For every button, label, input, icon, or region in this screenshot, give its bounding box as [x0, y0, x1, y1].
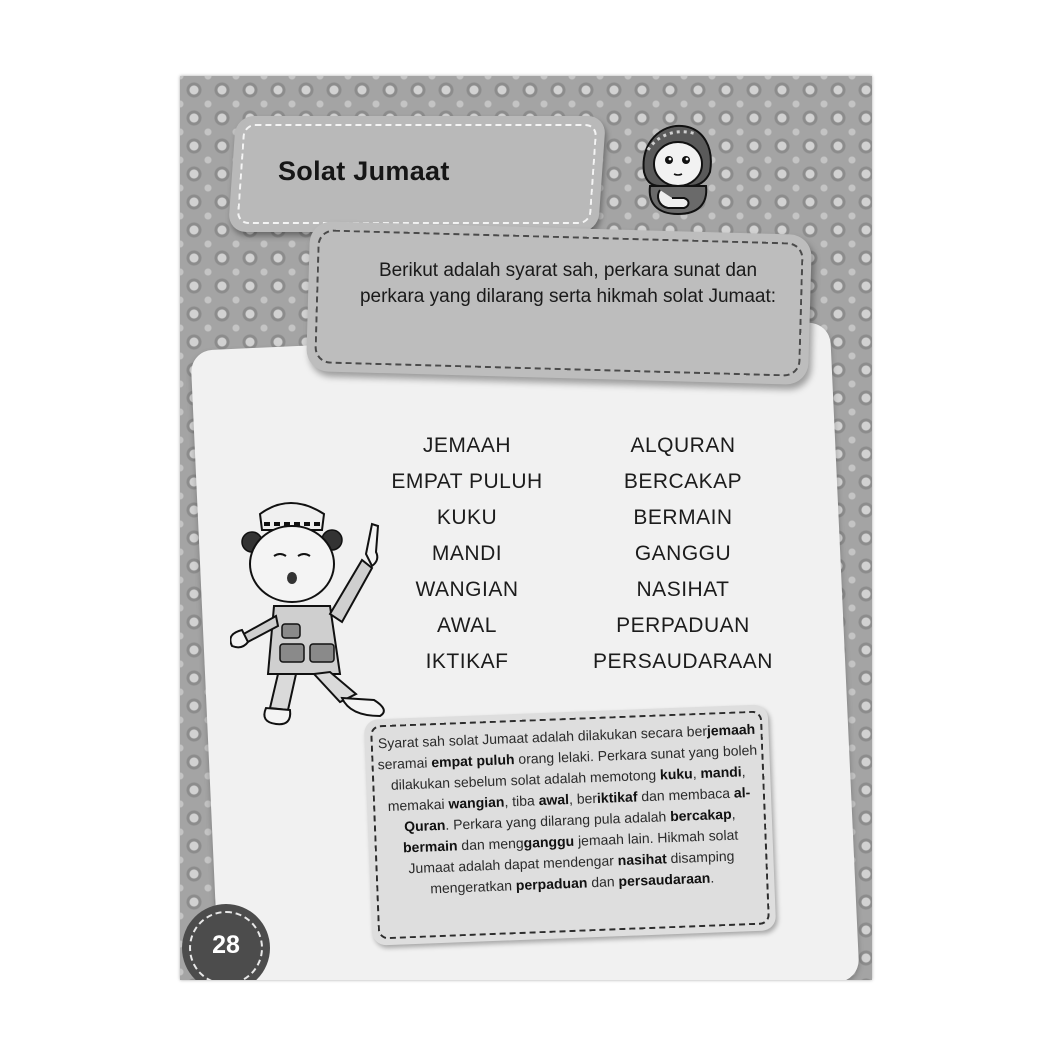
summary-box — [364, 704, 776, 945]
word-item: ALQURAN — [630, 434, 736, 457]
word-item: JEMAAH — [422, 434, 512, 457]
word-item: IKTIKAF — [425, 650, 509, 673]
summary-text: Syarat sah solat Jumaat adalah dilakukan secara berjemaah seramai empat puluh orang lelaki. Perkara sunat yang boleh dilakukan sebelum solat adalah memotong kuku, mandi, memakai wangian, tiba awal, beriktikaf dan membaca al-Quran. Perkara yang dilarang pula adalah bercakap, bermain dan mengganggu jemaah lain. Hikmah solat Jumaat adalah dapat mendengar nasihat disamping mengeratkan perpaduan dan persaudaraan. — [377, 720, 758, 897]
word-item: NASIHAT — [636, 578, 730, 601]
page-title: Solat Jumaat — [278, 156, 450, 186]
word-item: PERPADUAN — [616, 614, 750, 637]
page-number: 28 — [212, 931, 240, 959]
word-item: BERMAIN — [633, 506, 733, 529]
word-item: KUKU — [436, 506, 498, 529]
word-item: AWAL — [437, 614, 497, 637]
word-item: MANDI — [431, 542, 503, 565]
word-item: EMPAT PULUH — [391, 470, 543, 493]
thinking-girl-illustration — [638, 120, 716, 220]
book-page — [180, 76, 872, 980]
intro-text: Berikut adalah syarat sah, perkara sunat dan perkara yang dilarang serta hikmah solat Jumaat: — [359, 260, 777, 307]
pointing-boy-illustration — [230, 494, 430, 744]
word-list-right — [558, 428, 808, 680]
word-item: WANGIAN — [415, 578, 519, 601]
word-item: GANGGU — [634, 542, 732, 565]
word-item: BERCAKAP — [623, 470, 743, 493]
word-item: PERSAUDARAAN — [593, 650, 773, 673]
